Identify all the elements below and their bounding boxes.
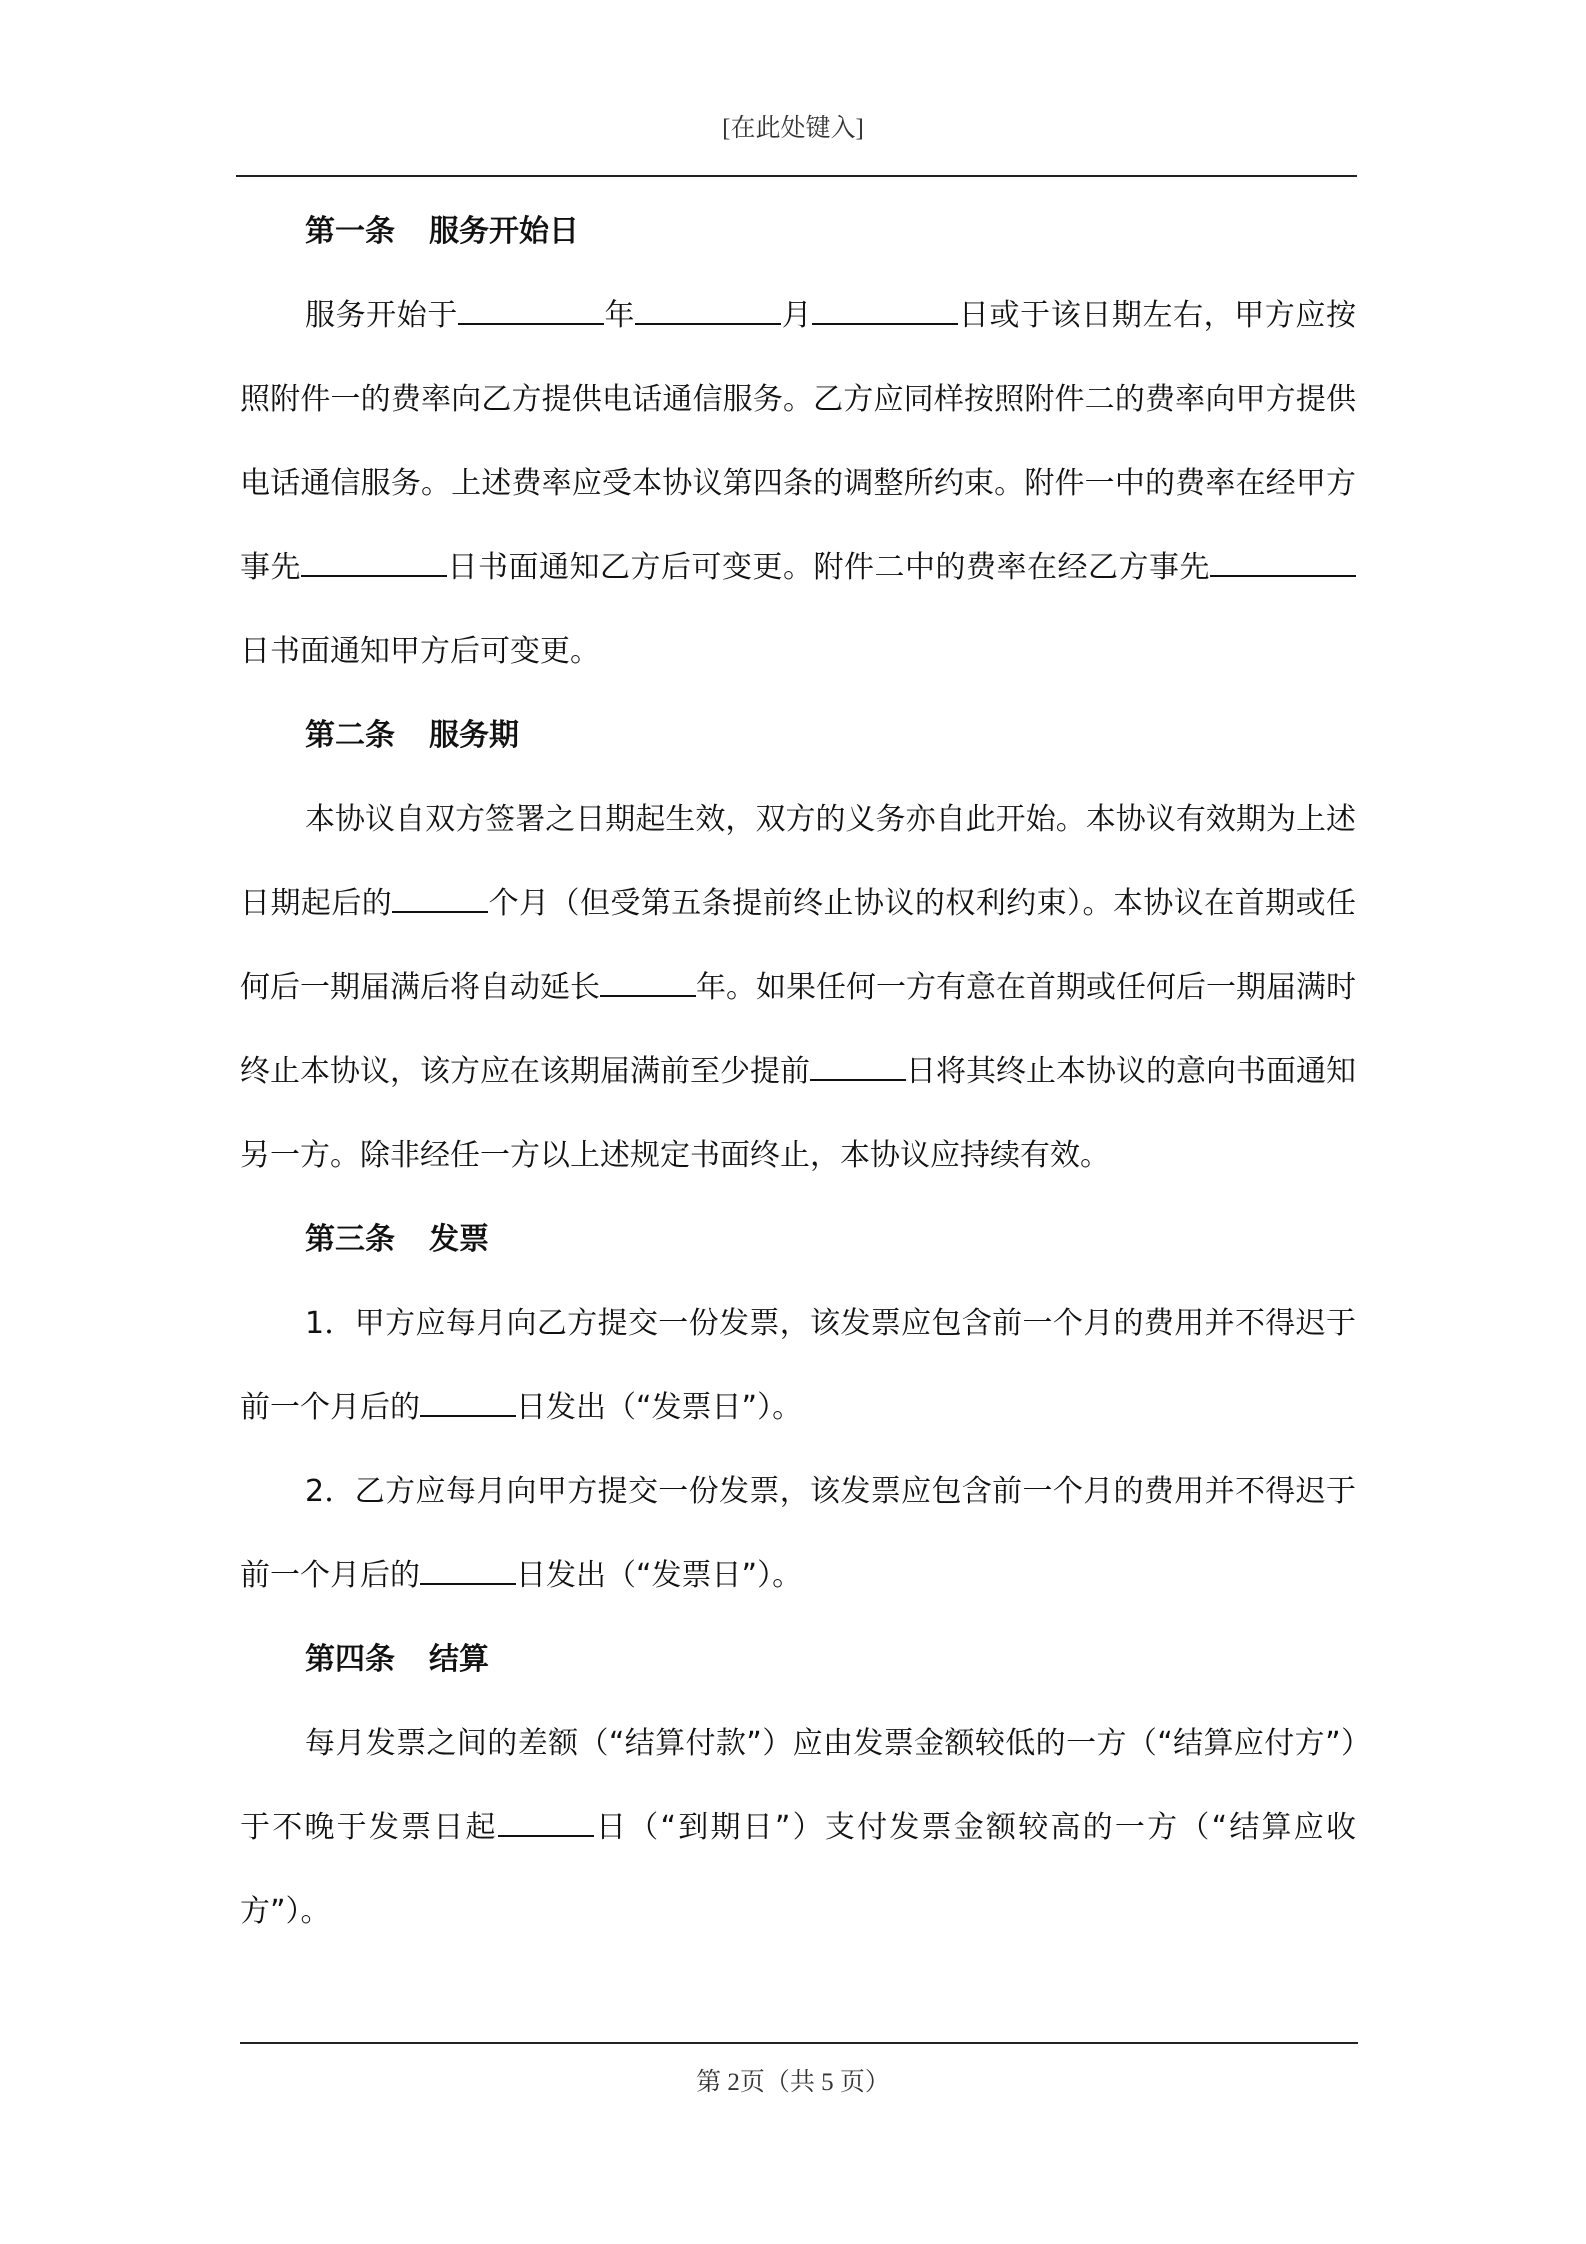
text-segment: 本协议自双方签署之日期起生效，双方的义务亦自此开始。本协议有效期为上述日期起后的 xyxy=(240,802,1356,921)
blank-month[interactable] xyxy=(635,295,781,325)
blank-settlement-days[interactable] xyxy=(498,1807,594,1837)
article-3-number: 第三条 xyxy=(305,1222,395,1257)
blank-year[interactable] xyxy=(458,295,604,325)
article-3-item-1 xyxy=(240,1282,1356,1450)
article-2-number: 第二条 xyxy=(305,718,395,753)
document-body xyxy=(240,190,1356,1954)
text-segment: 日书面通知甲方后可变更。 xyxy=(240,634,600,669)
footer-divider xyxy=(240,2042,1358,2044)
text-segment: 2．乙方应每月向甲方提交一份发票，该发票应包含前一个月的费用并不得迟于前一个月后的 xyxy=(240,1474,1356,1593)
text-segment: 日书面通知乙方后可变更。附件二中的费率在经乙方事先 xyxy=(447,550,1210,585)
article-1-paragraph xyxy=(240,274,1356,694)
text-segment: 年。如果任何一方有意在首期或任何后一期届满时终止本协议，该方应在该期届满前至少提前 xyxy=(240,970,1356,1089)
blank-day[interactable] xyxy=(812,295,958,325)
text-segment: 日将其终止本协议的意向书面通知另一方。除非经任一方以上述规定书面终止，本协议应持续有效。 xyxy=(240,1054,1356,1173)
article-2-heading xyxy=(240,694,1356,778)
blank-notice-days-a[interactable] xyxy=(301,547,447,577)
article-2-title: 服务期 xyxy=(429,718,519,753)
article-4-number: 第四条 xyxy=(305,1642,395,1677)
text-segment: 服务开始于 xyxy=(305,298,458,333)
article-3-title: 发票 xyxy=(429,1222,489,1257)
blank-notice-days-b[interactable] xyxy=(1210,547,1356,577)
article-3-item-2 xyxy=(240,1450,1356,1618)
article-1-heading xyxy=(240,190,1356,274)
text-segment: 日（“到期日”）支付发票金额较高的一方（“结算应收方”）。 xyxy=(240,1810,1356,1929)
article-4-title: 结算 xyxy=(429,1642,489,1677)
article-4-paragraph xyxy=(240,1702,1356,1954)
article-3-heading xyxy=(240,1198,1356,1282)
text-segment: 日发出（“发票日”）。 xyxy=(516,1390,803,1425)
blank-termination-days[interactable] xyxy=(810,1051,906,1081)
article-1-number: 第一条 xyxy=(305,214,395,249)
article-2-paragraph xyxy=(240,778,1356,1198)
page-footer: 第 2页（共 5 页） xyxy=(696,2069,890,2096)
text-segment: 日发出（“发票日”）。 xyxy=(516,1558,803,1593)
text-segment: 个月（但受第五条提前终止协议的权利约束）。本协议在首期或任何后一期届满后将自动延长 xyxy=(240,886,1357,1005)
article-4-heading xyxy=(240,1618,1356,1702)
blank-invoice-days-b[interactable] xyxy=(420,1555,516,1585)
page-header: [在此处键入] xyxy=(722,115,864,142)
text-segment: 月 xyxy=(781,298,813,333)
blank-term-months[interactable] xyxy=(392,883,488,913)
text-segment: 日或于该日期左右，甲方应按照附件一的费率向乙方提供电话通信服务。乙方应同样按照附件二的费率向甲方提供电话通信服务。上述费率应受本协议第四条的调整所约束。附件一中的费率在经甲方事先 xyxy=(240,298,1357,585)
article-1-title: 服务开始日 xyxy=(429,214,579,249)
blank-invoice-days-a[interactable] xyxy=(420,1387,516,1417)
header-divider xyxy=(236,175,1357,177)
text-segment: 每月发票之间的差额（“结算付款”）应由发票金额较低的一方（“结算应付方”）于不晚于发票日起 xyxy=(240,1726,1356,1845)
text-segment: 年 xyxy=(603,298,636,333)
blank-extension-years[interactable] xyxy=(600,967,696,997)
text-segment: 1．甲方应每月向乙方提交一份发票，该发票应包含前一个月的费用并不得迟于前一个月后的 xyxy=(240,1306,1356,1425)
